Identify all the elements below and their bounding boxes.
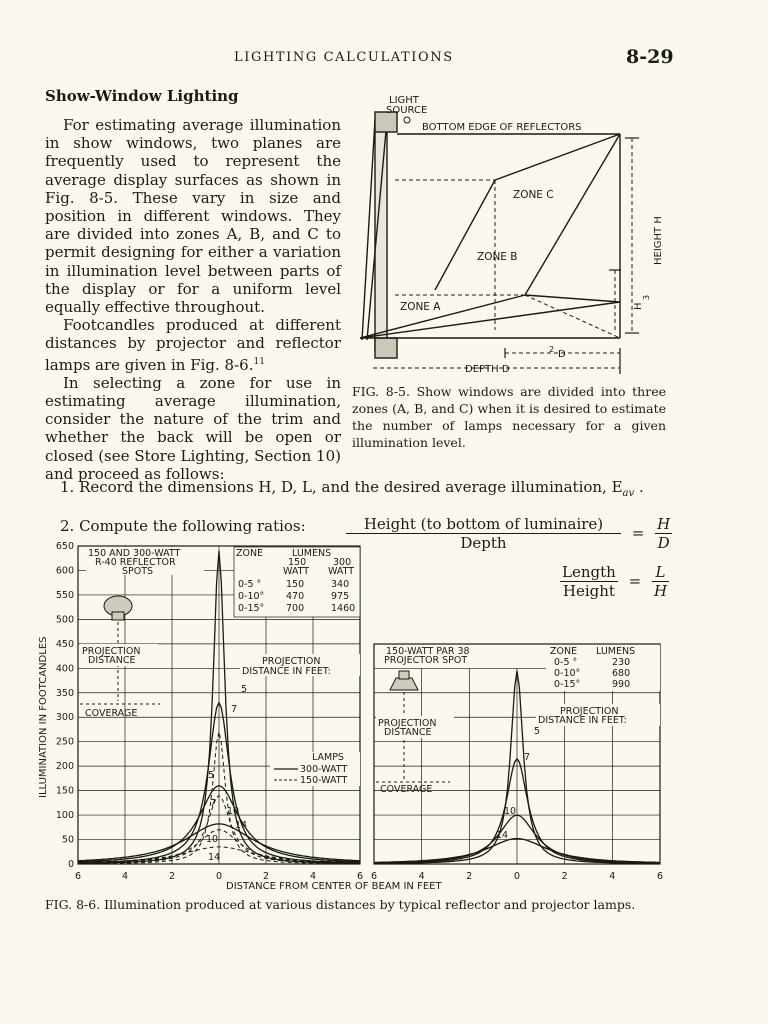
left-proj-feet-1: PROJECTION (262, 656, 321, 667)
right-title-1: 150-WATT PAR 38 (386, 646, 470, 657)
x-tick-right: 6 (656, 871, 664, 882)
left-curve-label: 5 (208, 770, 215, 781)
left-w300: 300 (333, 557, 352, 568)
left-row-150: 700 (286, 603, 305, 614)
left-w150: 150 (288, 557, 307, 568)
y-tick-label: 300 (55, 712, 74, 724)
y-tick-label: 600 (55, 565, 74, 577)
right-proj-dist-1: PROJECTION (378, 718, 437, 729)
ratio-1-rnum: H (657, 515, 671, 533)
step-1: 1. Record the dimensions H, D, L, and the desired average illumination, $E_{av}$ . (60, 478, 644, 499)
fig-8-5-caption: FIG. 8-5. Show windows are divided into three zones (A, B, and C) when it is desired to estimate the number of lamps necessary for a given illumination level. (352, 384, 666, 450)
ratio-2-den: Height (562, 582, 615, 600)
left-watt-1: WATT (283, 566, 310, 577)
y-tick-label: 50 (61, 834, 74, 846)
depth-label: DEPTH D (465, 364, 510, 375)
third-h-frac: 3 (642, 294, 651, 300)
right-row-lumens: 230 (612, 657, 631, 668)
right-curve-label: 7 (524, 752, 531, 763)
x-tick-right: 6 (370, 871, 378, 882)
footnote-ref: 11 (253, 356, 265, 367)
right-proj-feet-1: PROJECTION (560, 706, 619, 717)
left-lumens-header: LUMENS (292, 548, 332, 559)
y-tick-label: 200 (55, 761, 74, 773)
ratio-1-num: Height (to bottom of luminaire) (346, 515, 621, 534)
right-row-lumens: 680 (612, 668, 631, 679)
zone-c-label: ZONE C (513, 189, 554, 201)
zone-c-top (495, 134, 620, 180)
x-tick-right: 4 (609, 871, 616, 882)
step-2: 2. Compute the following ratios: (60, 517, 306, 535)
right-zone-header: ZONE (550, 646, 578, 657)
x-axis-label: DISTANCE FROM CENTER OF BEAM IN FEET (226, 881, 442, 892)
x-tick-right: 4 (418, 871, 425, 882)
left-row-150: 150 (286, 579, 305, 590)
light-source-icon (404, 117, 410, 123)
intro-text (45, 116, 341, 483)
left-coverage: COVERAGE (85, 708, 138, 719)
y-axis-label: ILLUMINATION IN FOOTCANDLES (38, 636, 49, 798)
zone-b-left (435, 180, 495, 290)
left-proj-dist-2: DISTANCE (88, 655, 136, 666)
right-title-2: PROJECTOR SPOT (384, 655, 468, 666)
left-proj-dist-1: PROJECTION (82, 646, 141, 657)
light-label-2: SOURCE (386, 105, 428, 116)
paragraph-2 (45, 316, 341, 374)
x-tick-right: 2 (466, 871, 473, 882)
zone-b-label: ZONE B (477, 251, 518, 263)
left-zone-header: ZONE (236, 548, 264, 559)
bottom-edge-label: BOTTOM EDGE OF REFLECTORS (422, 122, 582, 133)
x-tick-left: 4 (121, 871, 129, 882)
glass-edge (362, 120, 375, 340)
y-tick-label: 100 (55, 810, 74, 822)
ratio-2-num: Length (562, 563, 616, 581)
left-title-1: 150 AND 300-WATT (88, 548, 181, 559)
x-tick-left: 2 (262, 871, 270, 882)
ratio-2-eq: = (628, 571, 642, 590)
ratio-1-rden: D (657, 534, 670, 552)
left-title-2: R-40 REFLECTOR (95, 557, 176, 568)
x-tick-right: 2 (561, 871, 568, 882)
left-curve-label: 7 (210, 798, 217, 809)
x-tick-left: 4 (309, 871, 317, 882)
left-curve-label: 5 (241, 684, 248, 695)
right-row-lumens: 990 (612, 679, 631, 690)
y-ticks (56, 541, 74, 870)
legend-300: 300-WATT (300, 764, 348, 775)
left-row-zone: 0-15° (238, 603, 265, 614)
y-tick-label: 350 (55, 687, 74, 699)
fig-8-5-diagram (345, 90, 670, 380)
fig-8-6-chart (30, 538, 670, 894)
running-title: LIGHTING CALCULATIONS (234, 50, 454, 65)
paragraph-3: In selecting a zone for use in estimating average illumination, consider the nature of the trim and whether the back will be open or closed (see Store Lighting, Section 10) and proceed as follows: (45, 373, 341, 483)
left-row-300: 1460 (331, 603, 356, 614)
section-title: Show-Window Lighting (45, 87, 239, 105)
ratio-1-eq: = (631, 523, 645, 542)
page-number: 8-29 (626, 46, 674, 68)
left-row-300: 975 (331, 591, 350, 602)
y-tick-label: 150 (55, 785, 74, 797)
paragraph-1: For estimating average illumination in show windows, two planes are frequently used to represent the average display surfaces as shown in Fig. 8-5. These vary in size and position in different windows. They are divided into zones A, B, and C to permit designing for either a variation in illumination level between parts of the display or for a uniform level equally effective throughout. (45, 116, 341, 317)
height-label: HEIGHT H (653, 216, 664, 265)
left-curve-label: 14 (235, 820, 248, 831)
third-h-label: H (633, 302, 644, 310)
fig-8-6-caption: FIG. 8-6. Illumination produced at various distances by typical reflector and projector lamps. (45, 897, 636, 912)
diagonal (525, 134, 620, 295)
x-tick-left: 0 (215, 871, 223, 882)
right-row-zone: 0-5 ° (554, 657, 578, 668)
right-coverage: COVERAGE (380, 784, 433, 795)
lamps-legend-title: LAMPS (312, 752, 344, 763)
x-tick-left: 6 (74, 871, 82, 882)
y-tick-label: 0 (67, 859, 74, 870)
left-row-150: 470 (286, 591, 305, 602)
left-curve-label: 7 (231, 704, 238, 715)
step-1-sub: av (622, 488, 635, 499)
left-row-300: 340 (331, 579, 350, 590)
right-curve-label: 14 (496, 830, 509, 841)
half-d-frac: 2 (549, 345, 555, 354)
y-tick-label: 650 (55, 541, 74, 552)
right-lumens-header: LUMENS (596, 646, 636, 657)
left-row-zone: 0-10° (238, 591, 265, 602)
right-row-zone: 0-10° (554, 668, 581, 679)
left-proj-feet-2: DISTANCE IN FEET: (242, 666, 331, 677)
floor-front (360, 302, 620, 338)
left-curve-label: 10 (227, 806, 240, 817)
x-tick-right: 0 (513, 871, 521, 882)
steps (45, 460, 665, 503)
left-curve-label: 14 (208, 852, 221, 863)
bottom-reflector (375, 338, 397, 358)
half-d-label: D (558, 349, 566, 360)
right-curve-label: 10 (504, 806, 517, 817)
zone-a-label: ZONE A (400, 301, 441, 313)
right-row-zone: 0-15° (554, 679, 581, 690)
right-proj-feet-2: DISTANCE IN FEET: (538, 715, 627, 726)
y-tick-label: 400 (55, 663, 74, 675)
step-1-text: 1. Record the dimensions H, D, L, and the desired average illumination, E (60, 478, 623, 496)
left-curve-label: 10 (206, 834, 219, 845)
y-tick-label: 450 (55, 638, 74, 650)
left-watt-2: WATT (328, 566, 355, 577)
y-tick-label: 250 (55, 736, 74, 748)
left-title-3: SPOTS (122, 566, 154, 577)
left-row-zone: 0-5 ° (238, 579, 262, 590)
ratio-2-rnum: L (652, 563, 669, 582)
paragraph-2-text: Footcandles produced at different distances by projector and reflector lamps are given in Fig. 8-6. (45, 316, 341, 374)
x-tick-left: 6 (356, 871, 364, 882)
light-label-1: LIGHT (389, 95, 419, 106)
left-lumens-rows (238, 579, 355, 614)
x-tick-left: 2 (168, 871, 176, 882)
ratio-1-den: Depth (460, 534, 507, 552)
y-tick-label: 500 (55, 614, 74, 626)
y-tick-label: 550 (55, 589, 74, 601)
legend-150: 150-WATT (300, 775, 348, 786)
right-curve-label: 5 (534, 726, 541, 737)
ratio-2-rden: H (653, 582, 668, 600)
right-proj-dist-2: DISTANCE (384, 727, 432, 738)
